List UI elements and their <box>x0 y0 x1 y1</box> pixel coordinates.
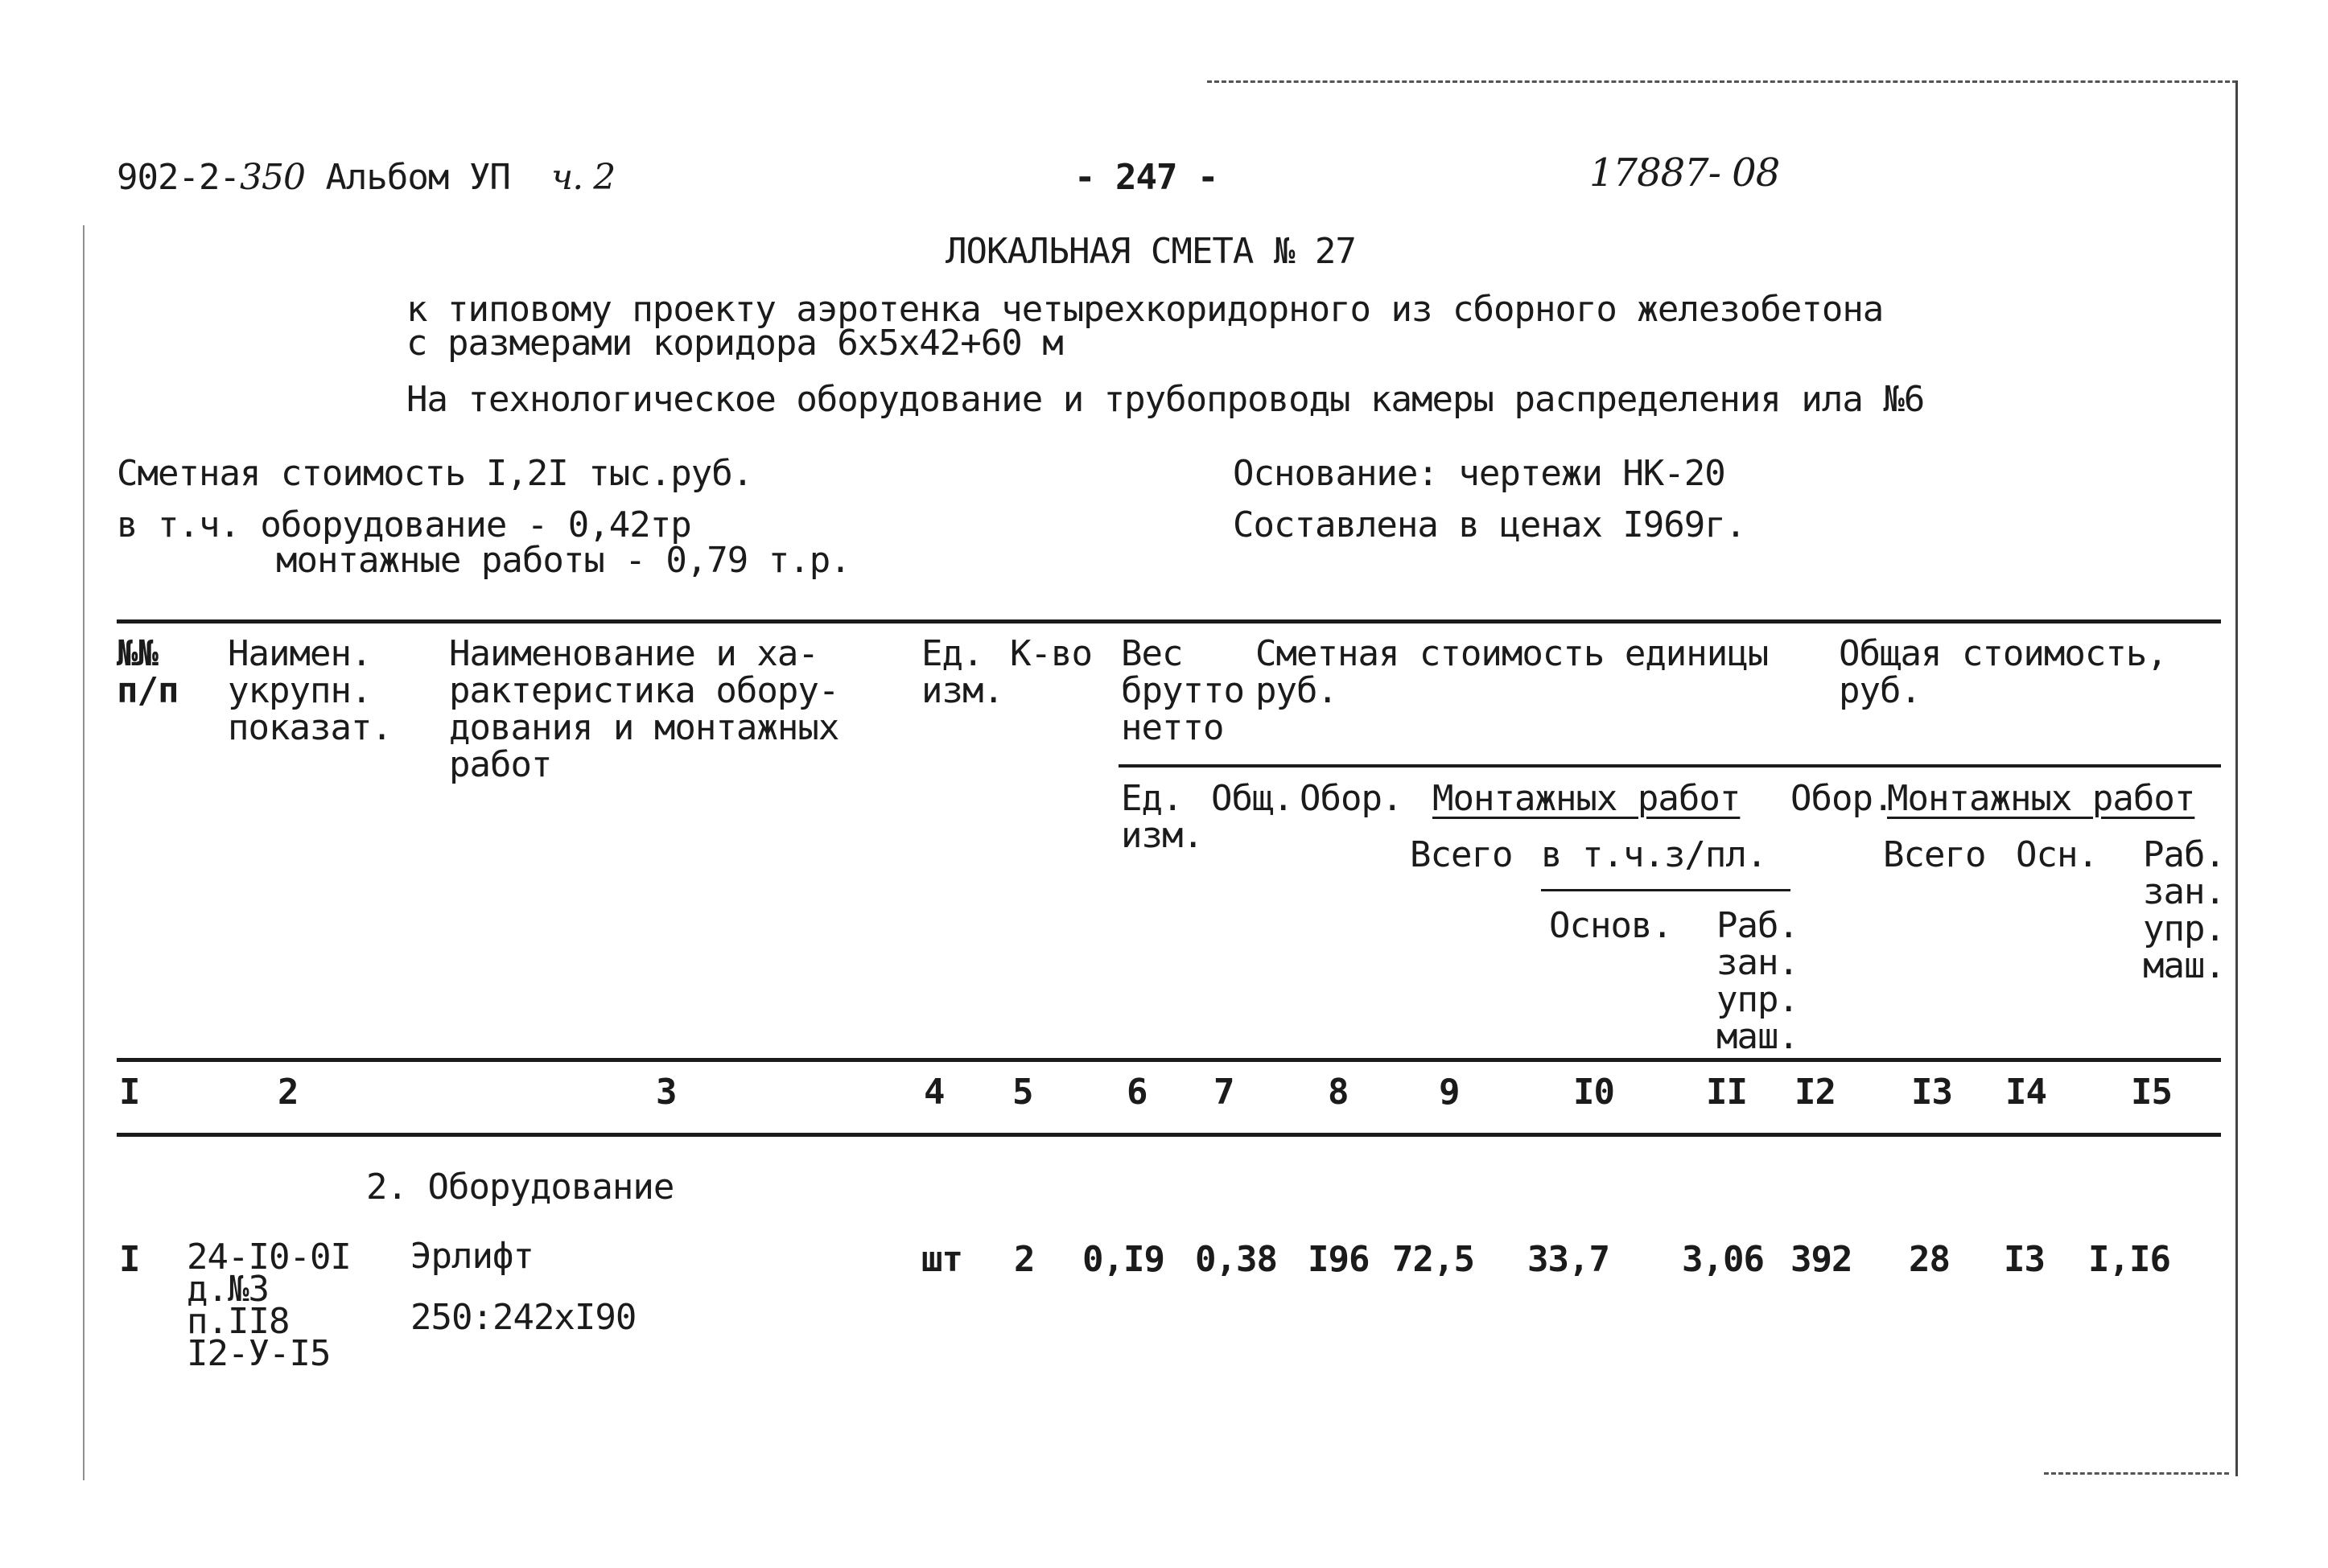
col-number: 5 <box>1012 1072 1033 1113</box>
row-osn-total: I3 <box>2004 1239 2045 1280</box>
subheader-montage-unit: Монтажных работ <box>1432 778 1741 819</box>
subheader-obsh: Общ. <box>1211 778 1293 819</box>
subheader-montage-total: Монтажных работ <box>1887 778 2195 819</box>
right-edge-line <box>2235 80 2238 1476</box>
col-number: 3 <box>656 1072 677 1113</box>
row-name: Эрлифт 250:242хI90 <box>410 1236 637 1338</box>
basis: Основание: чертежи НК-20 <box>1233 453 1725 494</box>
row-obor-total: 392 <box>1790 1239 1852 1280</box>
row-osnov: 33,7 <box>1527 1239 1609 1280</box>
title-line-2: с размерами коридора 6х5х42+60 м <box>406 323 1063 364</box>
col-header-qty: К-во <box>1010 633 1092 674</box>
col-number: I4 <box>2005 1072 2046 1113</box>
cost-montage: монтажные работы - 0,79 т.р. <box>276 540 851 581</box>
page-number: - 247 - <box>1074 157 1218 198</box>
title-line-1: к типовому проекту аэротенка четырехкоридорного из сборного железобетона <box>406 289 1884 330</box>
col-number-top-rule <box>117 1058 2221 1062</box>
col-number: 7 <box>1213 1072 1234 1113</box>
table-top-rule <box>117 619 2221 623</box>
col-number: I0 <box>1573 1072 1614 1113</box>
estimated-cost: Сметная стоимость I,2I тыс.руб. <box>117 453 753 494</box>
price-year: Составлена в ценах I969г. <box>1233 504 1746 545</box>
subheader-obor-total: Обор. <box>1790 778 1893 819</box>
subheader-rab-total: Раб. зан. упр. маш. <box>2143 834 2225 986</box>
subheader-vsego-total: Всего <box>1883 834 1986 875</box>
col-header-total-cost: Общая стоимость, руб. <box>1839 633 2167 711</box>
row-weight-total: 0,38 <box>1195 1239 1277 1280</box>
col-number: I <box>119 1072 140 1113</box>
section-title: 2. Оборудование <box>366 1167 674 1208</box>
col-number-bottom-rule <box>117 1133 2221 1137</box>
title-line-3: На технологическое оборудование и трубопроводы камеры распределения ила №6 <box>406 379 1925 420</box>
col-header-unit-cost: Сметная стоимость единицы руб. <box>1255 633 1769 711</box>
subheader-rule <box>1119 764 2221 768</box>
col-number: 2 <box>278 1072 299 1113</box>
subheader-ed-izm: Ед. изм. <box>1121 778 1203 856</box>
col-number: 6 <box>1127 1072 1148 1113</box>
inventory-number: 17887- 08 <box>1589 150 1780 195</box>
col-number: 4 <box>924 1072 945 1113</box>
top-edge-dashed <box>1207 80 2237 83</box>
subheader-osn-total: Осн. <box>2016 834 2098 875</box>
col-header-number: №№ п/п <box>117 633 179 711</box>
col-header-code: Наимен. укрупн. показат. <box>228 633 392 748</box>
subheader-osnov: Основ. <box>1549 905 1672 946</box>
row-rab: 3,06 <box>1682 1239 1764 1280</box>
col-header-name: Наименование и ха- рактеристика обору- дования и монтажных работ <box>449 633 839 785</box>
cost-equipment: в т.ч. оборудование - 0,42тр <box>117 504 691 545</box>
row-number: I <box>119 1239 140 1280</box>
subheader-rab-unit: Раб. зан. упр. маш. <box>1716 905 1799 1057</box>
col-number: 9 <box>1439 1072 1460 1113</box>
doc-code: 902-2-350 Альбом УП ч. 2 <box>117 157 616 198</box>
row-rab-total: I,I6 <box>2088 1239 2170 1280</box>
row-qty: 2 <box>1014 1239 1035 1280</box>
document-title: ЛОКАЛЬНАЯ СМЕТА № 27 <box>946 231 1356 272</box>
zpl-rule <box>1541 889 1790 891</box>
row-vsego: 72,5 <box>1392 1239 1474 1280</box>
subheader-obor-unit: Обор. <box>1300 778 1403 819</box>
row-weight-unit: 0,I9 <box>1082 1239 1164 1280</box>
col-number: 8 <box>1328 1072 1349 1113</box>
row-vsego-total: 28 <box>1909 1239 1950 1280</box>
row-code: 24-I0-0I д.№3 п.II8 I2-У-I5 <box>187 1237 351 1374</box>
subheader-vsego-unit: Всего <box>1410 834 1513 875</box>
col-header-weight: Вес брутто нетто <box>1121 633 1244 748</box>
col-number: I3 <box>1911 1072 1952 1113</box>
bottom-edge-dashed <box>2044 1472 2229 1475</box>
col-number: I2 <box>1794 1072 1836 1113</box>
col-number: II <box>1706 1072 1747 1113</box>
row-unit: шт <box>921 1239 962 1280</box>
col-number: I5 <box>2131 1072 2172 1113</box>
row-obor: I96 <box>1308 1239 1370 1280</box>
left-edge-line <box>83 225 84 1480</box>
subheader-vtch-zpl: в т.ч.з/пл. <box>1541 834 1767 875</box>
col-header-unit: Ед. изм. <box>921 633 1003 711</box>
